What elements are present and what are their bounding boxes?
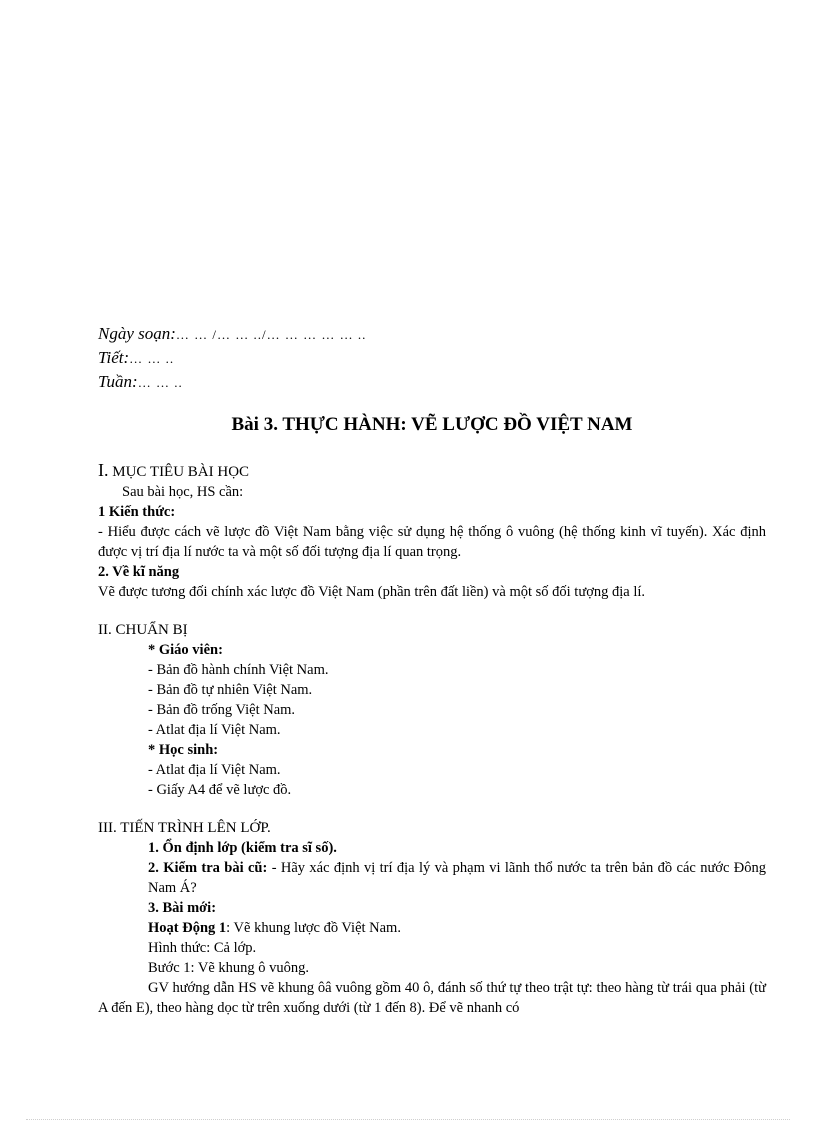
class-check-item: 1. Ổn định lớp (kiểm tra sĩ số). bbox=[148, 840, 337, 856]
knowledge-text: - Hiểu được cách vẽ lược đồ Việt Nam bằng việc sử dụng hệ thống ô vuông (hệ thống kinh vĩ tuyến). Xác định được vị trí địa lí nước ta và một số đối tượng địa lí quan trọng. bbox=[98, 524, 766, 560]
document-page bbox=[98, 322, 766, 1018]
week-line bbox=[98, 370, 766, 394]
week-value: … … .. bbox=[137, 375, 183, 390]
new-lesson-item: 3. Bài mới: bbox=[148, 900, 217, 916]
section2-heading: II. CHUẨN BỊ bbox=[98, 622, 188, 638]
old-lesson-item bbox=[98, 858, 766, 898]
teacher-item: - Bản đồ hành chính Việt Nam. bbox=[148, 662, 329, 678]
lesson-meta bbox=[98, 322, 766, 394]
teacher-item: - Bản đồ trống Việt Nam. bbox=[148, 702, 296, 718]
activity-label: Hoạt Động 1 bbox=[148, 920, 227, 936]
teacher-item: - Bản đồ tự nhiên Việt Nam. bbox=[148, 682, 313, 698]
page-bottom-divider bbox=[26, 1119, 790, 1120]
date-value: … … /… … ../… … … … … .. bbox=[175, 327, 367, 342]
skill-text: Vẽ được tương đối chính xác lược đồ Việt Nam (phần trên đất liền) và một số đối tượng địa lí. bbox=[98, 584, 646, 600]
lesson-title: Bài 3. THỰC HÀNH: VẼ LƯỢC ĐỒ VIỆT NAM bbox=[231, 414, 633, 435]
period-label: Tiết: bbox=[98, 348, 130, 367]
old-lesson-label: 2. Kiểm tra bài cũ: bbox=[148, 860, 268, 876]
activity-line bbox=[98, 918, 766, 938]
student-heading: * Học sinh: bbox=[148, 742, 219, 758]
week-label: Tuần: bbox=[98, 372, 138, 391]
student-item: - Giấy A4 để vẽ lược đồ. bbox=[148, 782, 292, 798]
old-lesson-question: - Hãy xác định vị trí địa lý và phạm vi lãnh thổ nước ta trên bản đồ các nước Đông Nam Á? bbox=[148, 860, 766, 896]
section1-intro: Sau bài học, HS cần: bbox=[122, 484, 244, 500]
teacher-heading: * Giáo viên: bbox=[148, 642, 223, 658]
period-value: … … .. bbox=[129, 351, 175, 366]
section1-heading bbox=[98, 460, 766, 482]
step1-line: Bước 1: Vẽ khung ô vuông. bbox=[148, 960, 310, 976]
guide-paragraph: GV hướng dẫn HS vẽ khung ôâ vuông gồm 40 ô, đánh số thứ tự theo trật tự: theo hàng từ trái qua phải (từ A đến E), theo hàng dọc từ trên xuống dưới (từ 1 đến 8). Để vẽ nhanh có bbox=[98, 980, 766, 1016]
section1-title: MỤC TIÊU BÀI HỌC bbox=[112, 464, 250, 480]
form-line: Hình thức: Cả lớp. bbox=[148, 940, 257, 956]
section3-heading: III. TIẾN TRÌNH LÊN LỚP. bbox=[98, 820, 271, 836]
date-line bbox=[98, 322, 766, 346]
activity-text: : Vẽ khung lược đồ Việt Nam. bbox=[226, 920, 401, 936]
teacher-item: - Atlat địa lí Việt Nam. bbox=[148, 722, 281, 738]
date-label: Ngày soạn: bbox=[98, 324, 176, 343]
period-line bbox=[98, 346, 766, 370]
skill-heading: 2. Về kĩ năng bbox=[98, 564, 180, 580]
student-item: - Atlat địa lí Việt Nam. bbox=[148, 762, 281, 778]
section1-roman: I. bbox=[98, 460, 109, 480]
knowledge-heading: 1 Kiến thức: bbox=[98, 504, 176, 520]
